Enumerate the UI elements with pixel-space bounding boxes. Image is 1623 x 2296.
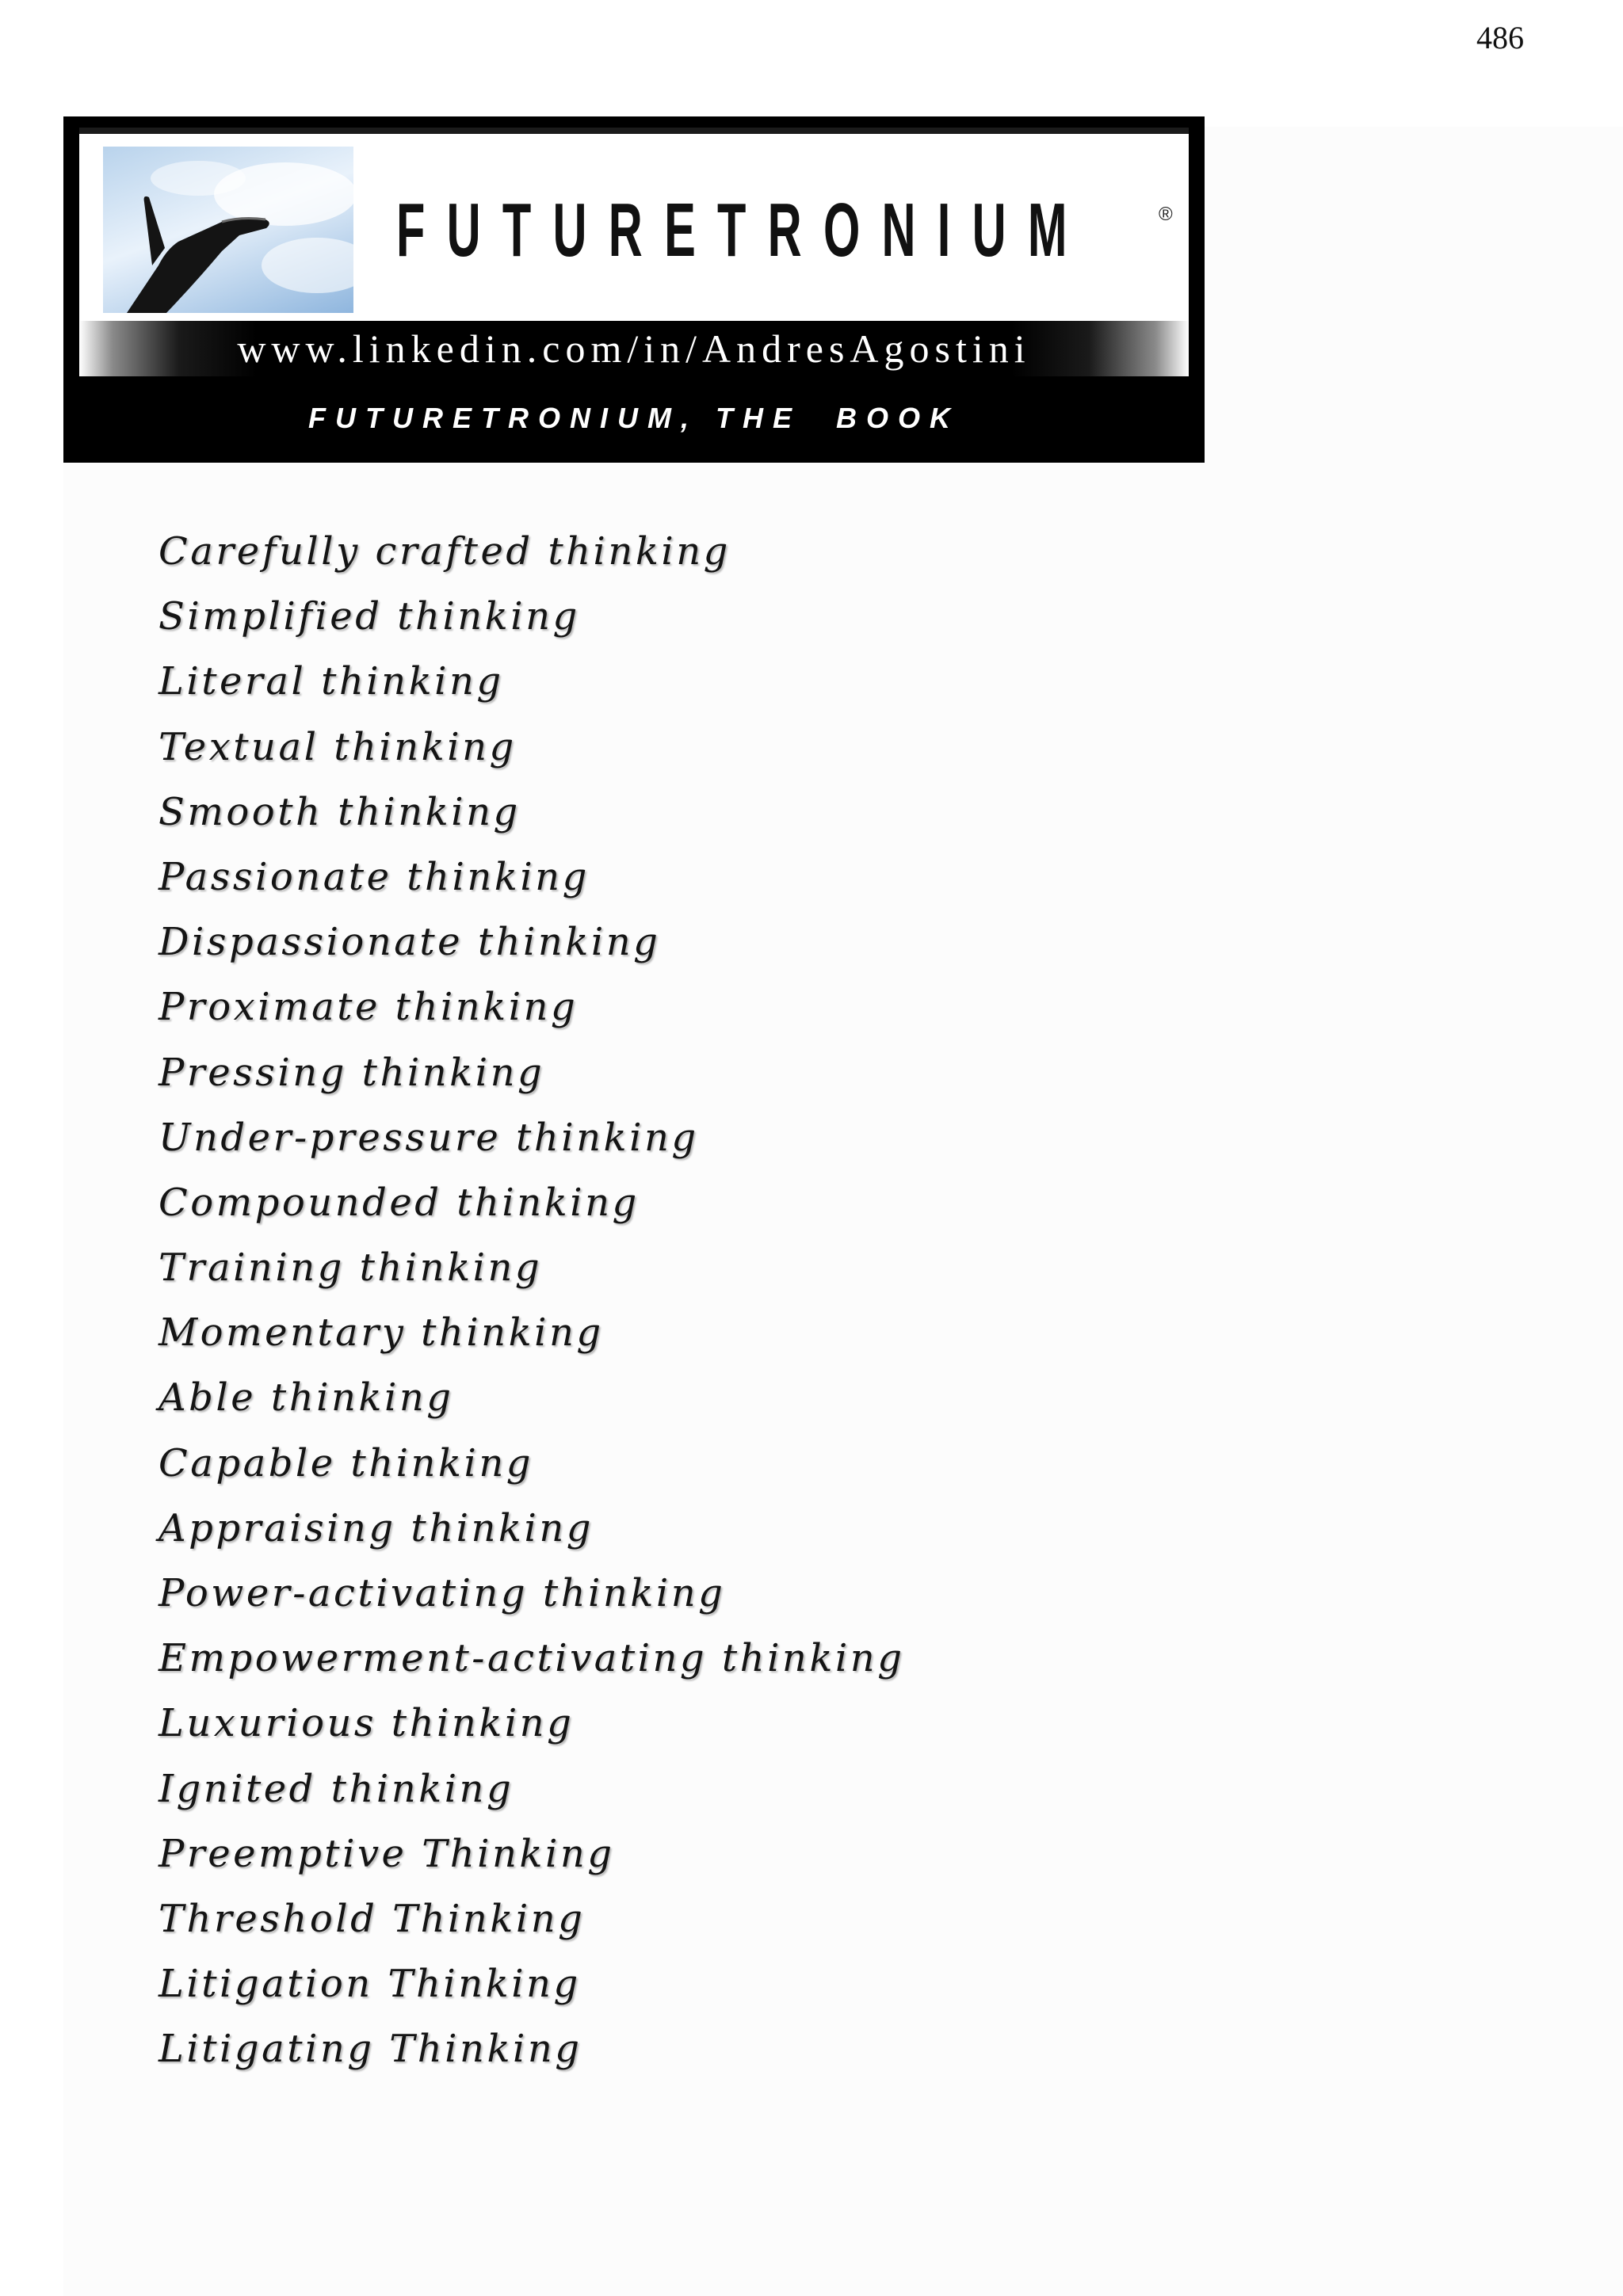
list-item: Textual thinking: [158, 724, 517, 769]
hand-reaching-sky-icon: [103, 147, 353, 313]
list-item: Litigation Thinking: [158, 1962, 581, 2007]
list-item: Preemptive Thinking: [158, 1831, 615, 1876]
list-item: Proximate thinking: [158, 985, 579, 1030]
list-item: Dispassionate thinking: [158, 920, 661, 965]
list-item: Training thinking: [158, 1245, 543, 1291]
list-item: Power-activating thinking: [158, 1571, 726, 1615]
list-item: Compounded thinking: [158, 1180, 640, 1225]
list-item: Smooth thinking: [158, 789, 521, 834]
list-item: Literal thinking: [158, 659, 504, 704]
list-item: Passionate thinking: [158, 854, 590, 899]
banner-subtitle: FUTURETRONIUM, THE BOOK: [308, 402, 960, 434]
list-item: Ignited thinking: [158, 1766, 514, 1811]
list-item: Capable thinking: [158, 1440, 533, 1486]
list-item: Carefully crafted thinking: [158, 529, 731, 574]
brand-name: FUTURETRONIUM: [396, 188, 1089, 273]
list-item: Litigating Thinking: [158, 2027, 582, 2072]
page-number: 486: [1476, 20, 1524, 55]
list-item: Pressing thinking: [158, 1050, 545, 1095]
list-item: Empowerment-activating thinking: [158, 1636, 905, 1681]
banner-url: www.linkedin.com/in/AndresAgostini: [237, 326, 1031, 371]
banner-top-line: [79, 128, 1189, 134]
list-item: Able thinking: [158, 1375, 454, 1421]
list-item: Momentary thinking: [158, 1310, 604, 1356]
thinking-list: [158, 519, 904, 2082]
list-item: Simplified thinking: [158, 594, 580, 639]
list-item: Under-pressure thinking: [158, 1115, 699, 1160]
list-item: Appraising thinking: [158, 1505, 594, 1550]
futuretronium-banner: [63, 116, 1205, 463]
registered-mark: ®: [1159, 204, 1173, 225]
list-item: Threshold Thinking: [158, 1896, 586, 1941]
list-item: Luxurious thinking: [158, 1701, 575, 1746]
banner-card: [79, 128, 1189, 376]
